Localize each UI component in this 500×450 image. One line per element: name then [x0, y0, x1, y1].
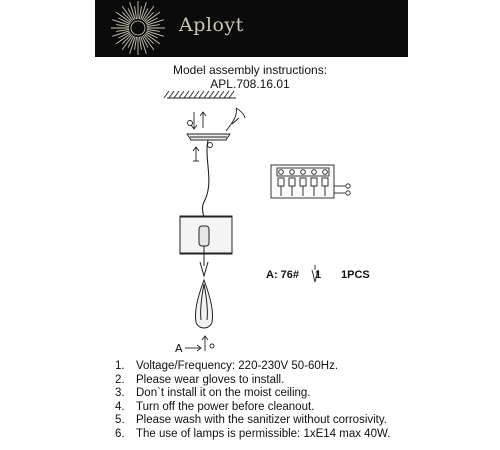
instruction-text: Please wash with the sanitizer without corrosivity.: [136, 414, 387, 427]
canopy: [187, 108, 245, 148]
lampshade: [180, 216, 232, 254]
assembly-arrow-a-icon: [185, 336, 214, 351]
instruction-number: 4.: [115, 400, 125, 413]
part-quantity: 1PCS: [341, 269, 370, 281]
ceiling-hatch: [164, 91, 236, 98]
instruction-item: [115, 401, 390, 415]
instruction-number: 1.: [115, 360, 125, 372]
instruction-number: 5.: [115, 414, 125, 427]
marker-a: A: [175, 342, 183, 355]
instruction-list: [115, 360, 390, 442]
instruction-item: [115, 387, 390, 401]
brand-name: Aployt: [179, 14, 244, 36]
instruction-text: The use of lamps is permissible: 1xE14 max 40W.: [136, 427, 391, 440]
instruction-text: Voltage/Frequency: 220-230V 50-60Hz.: [136, 360, 339, 372]
model-number: APL.708.16.01: [210, 77, 290, 91]
instruction-number: 2.: [115, 373, 125, 386]
instruction-number: 6.: [115, 427, 125, 440]
spec-code: 76#: [280, 269, 299, 281]
instruction-item: [115, 428, 390, 442]
mount-arrows-icon: [188, 112, 207, 129]
instruction-text: Turn off the power before cleanout.: [136, 400, 315, 413]
terminal-block: [271, 165, 350, 198]
instruction-number: 3.: [115, 387, 125, 400]
part-spec: [266, 269, 321, 281]
screw-arrow-icon: [193, 147, 199, 161]
instruction-item: [115, 374, 390, 388]
spec-count: 1: [314, 269, 322, 281]
spec-label: A:: [266, 269, 278, 281]
instruction-text: Please wear gloves to install.: [136, 373, 285, 386]
page-title: Model assembly instructions:: [172, 63, 328, 77]
crystal-drop: [195, 254, 212, 328]
instruction-item: [115, 414, 390, 428]
suspension-cable: [202, 140, 208, 228]
instruction-text: Don`t install it on the moist ceiling.: [136, 387, 311, 400]
instruction-item: [115, 360, 390, 374]
